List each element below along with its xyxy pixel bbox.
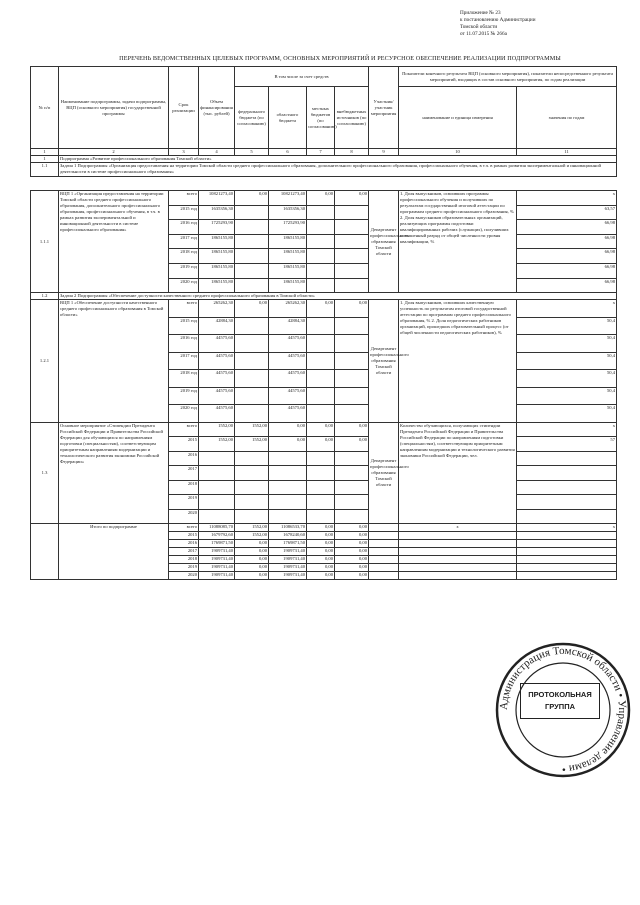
header-indicators: Показатели конечного результата ВЦП (основного мероприятия), показатели непосредственного результата мероприятий, входящих в состав основного мероприятия, по годам реализации bbox=[399, 67, 617, 87]
amount-cell: 1865155,80 bbox=[269, 234, 307, 249]
amount-cell: 1909731,40 bbox=[199, 564, 235, 572]
amount-cell: 0,00 bbox=[307, 437, 335, 452]
indicator-cell bbox=[399, 540, 517, 548]
resource-table bbox=[30, 66, 617, 177]
indicator-value bbox=[517, 564, 617, 572]
amount-cell: 10821273,40 bbox=[199, 191, 235, 206]
stamp-box-line: ПРОТОКОЛЬНАЯ bbox=[528, 690, 592, 699]
amount-cell: 1909731,40 bbox=[269, 548, 307, 556]
amount-cell: 0,00 bbox=[235, 300, 269, 318]
amount-cell bbox=[307, 263, 335, 278]
indicator-value bbox=[517, 540, 617, 548]
amount-cell bbox=[235, 317, 269, 335]
amount-cell: 0,00 bbox=[269, 437, 307, 452]
amount-cell: 0,00 bbox=[335, 437, 369, 452]
appendix-line: Приложение № 23 bbox=[460, 10, 501, 16]
year-cell: 2020 bbox=[169, 509, 199, 524]
year-cell: 2015 bbox=[169, 437, 199, 452]
amount-cell bbox=[307, 451, 335, 466]
header-extra: внебюджетных источников (по согласованию) bbox=[335, 87, 369, 149]
task-1: Задача 1 Подпрограммы «Организация предоставления на территории Томской области среднего профессионального образования, дополнительного профессионального образования, профессионального обучения, в т.ч. в рамках развития экспериментальной и инновационной деятельности в системе профессионального образования» bbox=[59, 163, 617, 177]
participant-cell: Департамент профессионального образования Томской области bbox=[369, 300, 399, 423]
amount-cell: 44575,60 bbox=[269, 405, 307, 423]
indicator-value bbox=[517, 495, 617, 510]
measure-name: ВЦП 1 «Организация предоставления на территории Томской области среднего профессионального образования, дополнительного профессионального образования, профессионального обучения, в т.ч. в рамках развития экспериментальной и инновационной деятельности в системе профессионального образования» bbox=[59, 191, 169, 293]
indicator-value: 50,4 bbox=[517, 387, 617, 405]
amount-cell: 1678240,60 bbox=[269, 532, 307, 540]
header-loc: местных бюджетов (по согласованию) bbox=[307, 87, 335, 149]
indicator-cell bbox=[399, 572, 517, 580]
year-cell: 2018 год bbox=[169, 249, 199, 264]
year-cell: 2017 bbox=[169, 466, 199, 481]
year-cell: 2017 bbox=[169, 548, 199, 556]
measure-name: Основное мероприятие «Стипендии Президента Российской Федерации и Правительства Российской Федерации для обучающихся по направлениям подготовки (специальностям), соответствующим приоритетным направлениям модернизации и технологического развития экономики Российской Федерации» bbox=[59, 422, 169, 524]
year-cell: 2020 год bbox=[169, 405, 199, 423]
total-label: Итого по подпрограмме bbox=[59, 524, 169, 580]
amount-cell: 0,00 bbox=[307, 300, 335, 318]
amount-cell bbox=[235, 220, 269, 235]
amount-cell bbox=[235, 234, 269, 249]
amount-cell: 0,00 bbox=[235, 548, 269, 556]
amount-cell bbox=[269, 509, 307, 524]
col-num: 2 bbox=[59, 149, 169, 156]
amount-cell: 10821273,40 bbox=[269, 191, 307, 206]
header-num: № п/п bbox=[31, 67, 59, 149]
amount-cell bbox=[235, 387, 269, 405]
col-num: 8 bbox=[335, 149, 369, 156]
year-cell: 2019 bbox=[169, 564, 199, 572]
amount-cell bbox=[307, 335, 335, 353]
amount-cell bbox=[307, 370, 335, 388]
amount-cell: 11086533,70 bbox=[269, 524, 307, 532]
amount-cell bbox=[335, 509, 369, 524]
year-cell: 2016 год bbox=[169, 335, 199, 353]
year-cell: всего bbox=[169, 191, 199, 206]
amount-cell bbox=[235, 466, 269, 481]
amount-cell: 1552,00 bbox=[235, 532, 269, 540]
amount-cell bbox=[235, 405, 269, 423]
amount-cell bbox=[235, 370, 269, 388]
amount-cell bbox=[335, 495, 369, 510]
amount-cell bbox=[335, 405, 369, 423]
amount-cell bbox=[235, 495, 269, 510]
indicator-cell bbox=[399, 556, 517, 564]
row-num: 1.2 bbox=[31, 293, 59, 300]
header-fed: федерального бюджета (по согласованию) bbox=[235, 87, 269, 149]
amount-cell: 0,00 bbox=[335, 572, 369, 580]
amount-cell bbox=[307, 387, 335, 405]
amount-cell: 0,00 bbox=[307, 524, 335, 532]
header-incl: В том числе за счет средств bbox=[235, 67, 369, 87]
amount-cell: 44575,60 bbox=[199, 335, 235, 353]
appendix-line: от 11.07.2015 № 266а bbox=[460, 31, 507, 37]
amount-cell bbox=[335, 205, 369, 220]
participant-cell: Департамент профессионального образования Томской области bbox=[369, 422, 399, 524]
amount-cell bbox=[269, 495, 307, 510]
amount-cell bbox=[335, 249, 369, 264]
indicator-value: x bbox=[517, 422, 617, 437]
indicator-value: x bbox=[517, 524, 617, 532]
header-participant: Участник/участник мероприятия bbox=[369, 67, 399, 149]
row-num: 1 bbox=[31, 156, 59, 163]
indicator-value: 50,4 bbox=[517, 317, 617, 335]
amount-cell bbox=[335, 480, 369, 495]
col-num: 6 bbox=[269, 149, 307, 156]
amount-cell: 0,00 bbox=[307, 572, 335, 580]
indicator-value: 50,4 bbox=[517, 352, 617, 370]
year-cell: 2016 год bbox=[169, 220, 199, 235]
col-num: 9 bbox=[369, 149, 399, 156]
year-cell: 2017 год bbox=[169, 234, 199, 249]
amount-cell: 1865155,80 bbox=[199, 249, 235, 264]
appendix-note bbox=[460, 10, 630, 38]
blocks-table bbox=[30, 190, 617, 580]
col-num: 5 bbox=[235, 149, 269, 156]
header-volume: Объем финансирования (тыс. рублей) bbox=[199, 67, 235, 149]
header-ind-val: значения по годам bbox=[517, 87, 617, 149]
amount-cell: 44575,60 bbox=[199, 387, 235, 405]
amount-cell: 1635356,30 bbox=[269, 205, 307, 220]
amount-cell bbox=[235, 335, 269, 353]
year-cell: всего bbox=[169, 422, 199, 437]
participant-cell bbox=[369, 556, 399, 564]
col-num: 3 bbox=[169, 149, 199, 156]
indicator-value: 63,57 bbox=[517, 205, 617, 220]
amount-cell bbox=[335, 387, 369, 405]
amount-cell bbox=[335, 466, 369, 481]
table-row bbox=[31, 422, 617, 437]
indicator-value: 50,4 bbox=[517, 405, 617, 423]
amount-cell: 0,00 bbox=[307, 422, 335, 437]
table-row bbox=[31, 300, 617, 318]
amount-cell bbox=[307, 220, 335, 235]
amount-cell: 0,00 bbox=[307, 548, 335, 556]
header-ind-name: наименование и единица измерения bbox=[399, 87, 517, 149]
amount-cell: 0,00 bbox=[307, 540, 335, 548]
amount-cell bbox=[235, 509, 269, 524]
amount-cell: 265262,30 bbox=[199, 300, 235, 318]
amount-cell: 1679792,60 bbox=[199, 532, 235, 540]
amount-cell: 1552,00 bbox=[235, 437, 269, 452]
year-cell: 2019 год bbox=[169, 387, 199, 405]
amount-cell: 1909731,40 bbox=[199, 556, 235, 564]
amount-cell: 0,00 bbox=[235, 540, 269, 548]
indicator-value bbox=[517, 556, 617, 564]
amount-cell bbox=[307, 205, 335, 220]
amount-cell: 1725293,90 bbox=[199, 220, 235, 235]
amount-cell: 1909731,40 bbox=[199, 572, 235, 580]
participant-cell bbox=[369, 548, 399, 556]
amount-cell bbox=[335, 220, 369, 235]
amount-cell bbox=[269, 451, 307, 466]
amount-cell bbox=[235, 249, 269, 264]
indicator-value: 57 bbox=[517, 437, 617, 452]
amount-cell: 1865155,80 bbox=[269, 263, 307, 278]
amount-cell: 265262,30 bbox=[269, 300, 307, 318]
amount-cell bbox=[335, 317, 369, 335]
indicator-value: 50,4 bbox=[517, 335, 617, 353]
row-num: 1.1.1 bbox=[31, 191, 59, 293]
amount-cell bbox=[307, 405, 335, 423]
amount-cell: 44575,60 bbox=[269, 352, 307, 370]
year-cell: 2016 bbox=[169, 540, 199, 548]
amount-cell: 0,00 bbox=[307, 191, 335, 206]
amount-cell: 1865155,80 bbox=[199, 234, 235, 249]
year-cell: 2015 год bbox=[169, 205, 199, 220]
table-row bbox=[31, 191, 617, 206]
measure-name: ВЦП 1 «Обеспечение доступности качественного среднего профессионального образования в Томской области» bbox=[59, 300, 169, 423]
amount-cell: 44575,60 bbox=[199, 352, 235, 370]
year-cell: 2020 bbox=[169, 572, 199, 580]
amount-cell bbox=[235, 263, 269, 278]
header-reg: областного бюджета bbox=[269, 87, 307, 149]
year-cell: 2019 bbox=[169, 495, 199, 510]
indicator-value: 50,4 bbox=[517, 370, 617, 388]
indicator-cell: Количество обучающихся, получающих стипендии Президента Российской Федерации и Правительства Российской Федерации по направлениям подготовки (специальностям), соответствующим приоритетным направлениям модернизации и технологического развития экономики Российской Федерации, чел. bbox=[399, 422, 517, 524]
amount-cell: 1552,00 bbox=[199, 437, 235, 452]
indicator-value bbox=[517, 466, 617, 481]
amount-cell bbox=[235, 451, 269, 466]
amount-cell: 1865155,80 bbox=[269, 278, 307, 293]
amount-cell bbox=[307, 234, 335, 249]
indicator-cell bbox=[399, 548, 517, 556]
amount-cell bbox=[235, 278, 269, 293]
amount-cell: 0,00 bbox=[335, 524, 369, 532]
amount-cell: 1769871,50 bbox=[199, 540, 235, 548]
table-row bbox=[31, 524, 617, 532]
col-num: 10 bbox=[399, 149, 517, 156]
amount-cell bbox=[335, 278, 369, 293]
amount-cell bbox=[307, 317, 335, 335]
amount-cell: 0,00 bbox=[307, 564, 335, 572]
indicator-value: 66,98 bbox=[517, 220, 617, 235]
amount-cell bbox=[269, 466, 307, 481]
stamp-ring-text: Администрация Томской области • Управление делами • bbox=[497, 644, 629, 776]
amount-cell bbox=[335, 234, 369, 249]
row-num: 1.2.1 bbox=[31, 300, 59, 423]
amount-cell bbox=[235, 205, 269, 220]
amount-cell: 0,00 bbox=[335, 564, 369, 572]
indicator-cell: x bbox=[399, 524, 517, 532]
amount-cell: 44575,60 bbox=[199, 370, 235, 388]
amount-cell bbox=[235, 352, 269, 370]
participant-cell bbox=[369, 532, 399, 540]
year-cell: всего bbox=[169, 524, 199, 532]
participant-cell bbox=[369, 572, 399, 580]
amount-cell: 1865155,80 bbox=[199, 278, 235, 293]
table-row bbox=[31, 293, 617, 300]
year-cell: 2020 год bbox=[169, 278, 199, 293]
amount-cell: 1552,00 bbox=[199, 422, 235, 437]
col-num: 1 bbox=[31, 149, 59, 156]
appendix-line: к постановлению Администрации bbox=[460, 17, 536, 23]
amount-cell bbox=[199, 509, 235, 524]
amount-cell bbox=[335, 352, 369, 370]
year-cell: 2018 год bbox=[169, 370, 199, 388]
participant-cell bbox=[369, 524, 399, 532]
amount-cell: 1865155,80 bbox=[199, 263, 235, 278]
amount-cell: 0,00 bbox=[235, 556, 269, 564]
indicator-value: x bbox=[517, 191, 617, 206]
amount-cell bbox=[335, 370, 369, 388]
task-2: Задача 2 Подпрограммы «Обеспечение доступности качественного среднего профессионального образования в Томской области» bbox=[59, 293, 617, 300]
col-num: 11 bbox=[517, 149, 617, 156]
amount-cell: 0,00 bbox=[335, 532, 369, 540]
indicator-cell: 1. Доля выпускников, освоивших программы профессионального обучения и получивших по результатам государственной итоговой аттестации по программам среднего профессионального образования, % 2. Доля выпускников образовательных организаций, реализующих программы подготовки квалифицированных рабочих (служащих), получивших повышенный разряд от общей численности уровня квалификации, % bbox=[399, 191, 517, 293]
indicator-cell bbox=[399, 564, 517, 572]
amount-cell: 0,00 bbox=[235, 191, 269, 206]
amount-cell: 0,00 bbox=[307, 532, 335, 540]
amount-cell bbox=[199, 480, 235, 495]
year-cell: 2016 bbox=[169, 451, 199, 466]
amount-cell: 11088085,70 bbox=[199, 524, 235, 532]
amount-cell: 1552,00 bbox=[235, 524, 269, 532]
amount-cell: 44575,60 bbox=[269, 370, 307, 388]
indicator-value: 66,98 bbox=[517, 234, 617, 249]
indicator-value bbox=[517, 509, 617, 524]
amount-cell: 1769871,50 bbox=[269, 540, 307, 548]
amount-cell bbox=[199, 451, 235, 466]
amount-cell: 44575,60 bbox=[269, 387, 307, 405]
row-num bbox=[31, 524, 59, 580]
amount-cell bbox=[307, 495, 335, 510]
amount-cell: 0,00 bbox=[235, 572, 269, 580]
year-cell: 2018 bbox=[169, 480, 199, 495]
stamp-box-line: ГРУППА bbox=[544, 702, 576, 711]
amount-cell bbox=[199, 466, 235, 481]
amount-cell: 1909731,40 bbox=[199, 548, 235, 556]
appendix-line: Томской области bbox=[460, 24, 498, 30]
indicator-value: 66,98 bbox=[517, 278, 617, 293]
header-name: Наименование подпрограммы, задачи подпрограммы, ВЦП (основного мероприятия) государственной программы bbox=[59, 67, 169, 149]
amount-cell: 42884,30 bbox=[199, 317, 235, 335]
amount-cell bbox=[307, 466, 335, 481]
row-num: 1.1 bbox=[31, 163, 59, 177]
indicator-value: 66,98 bbox=[517, 249, 617, 264]
participant-cell: Департамент профессионального образования Томской области bbox=[369, 191, 399, 293]
indicator-value bbox=[517, 451, 617, 466]
amount-cell: 0,00 bbox=[335, 548, 369, 556]
amount-cell bbox=[307, 249, 335, 264]
col-num: 4 bbox=[199, 149, 235, 156]
participant-cell bbox=[369, 564, 399, 572]
amount-cell bbox=[307, 509, 335, 524]
year-cell: 2015 bbox=[169, 532, 199, 540]
indicator-value: 66,98 bbox=[517, 263, 617, 278]
amount-cell: 1909731,40 bbox=[269, 564, 307, 572]
amount-cell: 0,00 bbox=[269, 422, 307, 437]
amount-cell bbox=[307, 352, 335, 370]
indicator-value bbox=[517, 548, 617, 556]
year-cell: 2017 год bbox=[169, 352, 199, 370]
amount-cell bbox=[307, 278, 335, 293]
stamp-box bbox=[520, 683, 600, 719]
year-cell: 2018 bbox=[169, 556, 199, 564]
amount-cell: 1909731,40 bbox=[269, 556, 307, 564]
col-num: 7 bbox=[307, 149, 335, 156]
amount-cell bbox=[335, 335, 369, 353]
amount-cell: 0,00 bbox=[335, 556, 369, 564]
indicator-value bbox=[517, 532, 617, 540]
amount-cell bbox=[307, 480, 335, 495]
amount-cell bbox=[335, 451, 369, 466]
participant-cell bbox=[369, 540, 399, 548]
indicator-cell bbox=[399, 532, 517, 540]
amount-cell: 1865155,80 bbox=[269, 249, 307, 264]
amount-cell: 0,00 bbox=[335, 191, 369, 206]
year-cell: всего bbox=[169, 300, 199, 318]
year-cell: 2019 год bbox=[169, 263, 199, 278]
indicator-cell: 1. Доля выпускников, освоивших качественную успешность по результатам итоговой государственной аттестации по программам среднего профессионального образования, % 2. Доля педагогических работников организаций, прошедших образовательный процесс (от общей численности педагогических работников), % bbox=[399, 300, 517, 423]
amount-cell: 44575,60 bbox=[269, 335, 307, 353]
amount-cell: 1725293,90 bbox=[269, 220, 307, 235]
amount-cell bbox=[199, 495, 235, 510]
amount-cell bbox=[335, 263, 369, 278]
amount-cell: 42884,30 bbox=[269, 317, 307, 335]
amount-cell: 1635356,30 bbox=[199, 205, 235, 220]
header-term: Срок реализации bbox=[169, 67, 199, 149]
amount-cell: 1909731,40 bbox=[269, 572, 307, 580]
amount-cell: 0,00 bbox=[235, 564, 269, 572]
amount-cell: 0,00 bbox=[335, 540, 369, 548]
amount-cell: 1552,00 bbox=[235, 422, 269, 437]
subprogram-title: Подпрограмма «Развитие профессионального образования Томской области» bbox=[59, 156, 617, 163]
indicator-value: x bbox=[517, 300, 617, 318]
amount-cell: 0,00 bbox=[335, 422, 369, 437]
page-title: ПЕРЕЧЕНЬ ВЕДОМСТВЕННЫХ ЦЕЛЕВЫХ ПРОГРАММ, ОСНОВНЫХ МЕРОПРИЯТИЙ И РЕСУРСНОЕ ОБЕСПЕЧЕНИЕ РЕАЛИЗАЦИИ ПОДПРОГРАММЫ bbox=[119, 55, 561, 62]
row-num: 1.3 bbox=[31, 422, 59, 524]
indicator-value bbox=[517, 480, 617, 495]
amount-cell bbox=[235, 480, 269, 495]
amount-cell: 0,00 bbox=[307, 556, 335, 564]
amount-cell bbox=[269, 480, 307, 495]
amount-cell: 44575,60 bbox=[199, 405, 235, 423]
amount-cell: 0,00 bbox=[335, 300, 369, 318]
indicator-value bbox=[517, 572, 617, 580]
year-cell: 2015 год bbox=[169, 317, 199, 335]
